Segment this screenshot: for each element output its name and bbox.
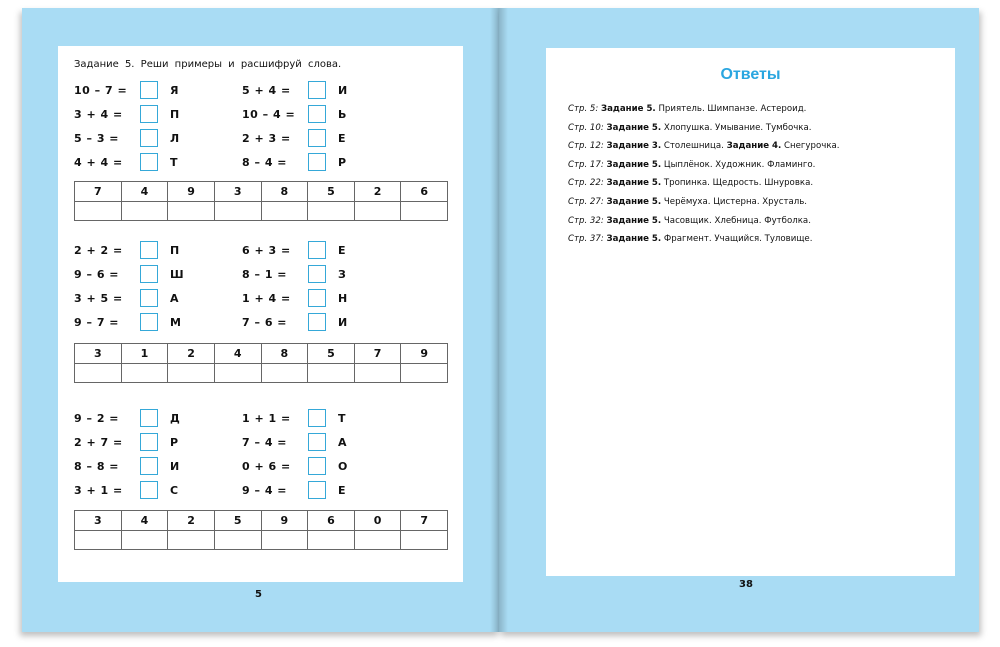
expression: 8 – 4 = bbox=[242, 155, 288, 169]
letter-cell[interactable] bbox=[75, 531, 122, 550]
exercise-row bbox=[74, 126, 190, 150]
letter-cell[interactable] bbox=[168, 364, 215, 383]
letter-cell[interactable] bbox=[261, 531, 308, 550]
expression: 5 – 3 = bbox=[74, 131, 120, 145]
cipher-letter: Я bbox=[170, 83, 179, 97]
answer-box[interactable] bbox=[140, 153, 158, 171]
cipher-letter: З bbox=[338, 267, 346, 281]
code-number: 9 bbox=[401, 344, 448, 364]
answer-item bbox=[568, 123, 840, 142]
code-number: 2 bbox=[354, 182, 401, 202]
cipher-letter: И bbox=[338, 315, 348, 329]
answer-box[interactable] bbox=[140, 481, 158, 499]
expression: 9 – 7 = bbox=[74, 315, 120, 329]
answer-page-ref: Стр. 22: bbox=[568, 178, 604, 189]
exercise-row bbox=[74, 238, 190, 262]
exercise-row bbox=[74, 406, 190, 430]
expression: 9 – 4 = bbox=[242, 483, 288, 497]
exercise-row bbox=[74, 454, 190, 478]
exercise-row bbox=[242, 286, 358, 310]
exercise-row bbox=[74, 478, 190, 502]
cipher-letter: Д bbox=[170, 411, 180, 425]
answer-words: Черёмуха. Цистерна. Хрусталь. bbox=[663, 196, 808, 207]
expression: 7 – 4 = bbox=[242, 435, 288, 449]
answer-box[interactable] bbox=[140, 433, 158, 451]
exercise-row bbox=[74, 78, 190, 102]
answer-task-label: Задание 5. bbox=[606, 215, 662, 226]
cipher-letter: Е bbox=[338, 243, 346, 257]
cipher-letter: Р bbox=[170, 435, 179, 449]
exercise-row bbox=[74, 262, 190, 286]
expression: 8 – 1 = bbox=[242, 267, 288, 281]
answer-item bbox=[568, 216, 840, 235]
expression: 9 – 2 = bbox=[74, 411, 120, 425]
answer-words: Столешница. bbox=[663, 141, 724, 152]
exercise-row bbox=[242, 102, 358, 126]
answer-box[interactable] bbox=[140, 289, 158, 307]
book-spine bbox=[490, 8, 508, 632]
answer-page-ref: Стр. 5: bbox=[568, 104, 599, 114]
exercise-row bbox=[242, 406, 358, 430]
expression: 10 – 7 = bbox=[74, 83, 128, 97]
answer-page-ref: Стр. 10: bbox=[568, 122, 604, 133]
answer-box[interactable] bbox=[140, 313, 158, 331]
cipher-letter: Н bbox=[338, 291, 348, 305]
answer-box[interactable] bbox=[308, 153, 326, 171]
cipher-grid bbox=[74, 181, 448, 221]
answer-page-ref: Стр. 37: bbox=[568, 234, 604, 245]
code-number: 3 bbox=[75, 344, 122, 364]
answer-box[interactable] bbox=[308, 289, 326, 307]
exercise-row bbox=[242, 430, 358, 454]
code-number: 7 bbox=[75, 182, 122, 202]
answer-box[interactable] bbox=[140, 81, 158, 99]
cipher-grid bbox=[74, 510, 448, 550]
expression: 8 – 8 = bbox=[74, 459, 120, 473]
expression: 5 + 4 = bbox=[242, 83, 291, 97]
expression: 2 + 2 = bbox=[74, 243, 123, 257]
exercise-row bbox=[242, 238, 358, 262]
expression: 3 + 5 = bbox=[74, 291, 123, 305]
answer-words: Фрагмент. Учащийся. Туловище. bbox=[663, 234, 813, 245]
exercise-row bbox=[242, 78, 358, 102]
cipher-letter: С bbox=[170, 483, 179, 497]
cipher-grid bbox=[74, 343, 448, 383]
answer-item bbox=[568, 141, 840, 160]
cipher-letter: О bbox=[338, 459, 348, 473]
cipher-letter: П bbox=[170, 107, 180, 121]
cipher-letter: Ш bbox=[170, 267, 184, 281]
cipher-letter: П bbox=[170, 243, 180, 257]
answers-list bbox=[568, 104, 840, 253]
exercise-column-right bbox=[242, 78, 358, 174]
answer-page-ref: Стр. 27: bbox=[568, 196, 604, 207]
exercise-row bbox=[242, 478, 358, 502]
letter-cell[interactable] bbox=[121, 531, 168, 550]
answer-box[interactable] bbox=[308, 265, 326, 283]
answer-item bbox=[568, 160, 840, 179]
answer-task-label: Задание 5. bbox=[606, 122, 662, 133]
answer-box[interactable] bbox=[308, 129, 326, 147]
answer-task-label: Задание 5. bbox=[606, 178, 662, 189]
cipher-letter: Ь bbox=[338, 107, 347, 121]
code-number: 1 bbox=[121, 344, 168, 364]
cipher-letter: А bbox=[170, 291, 179, 305]
code-number: 6 bbox=[401, 182, 448, 202]
letter-cell[interactable] bbox=[261, 202, 308, 221]
code-number: 6 bbox=[308, 511, 355, 531]
exercise-row bbox=[74, 102, 190, 126]
exercise-column-right bbox=[242, 238, 358, 334]
answer-box[interactable] bbox=[308, 105, 326, 123]
answer-page-ref: Стр. 12: bbox=[568, 141, 604, 152]
left-page bbox=[22, 8, 500, 632]
answer-item bbox=[568, 104, 840, 123]
exercise-column-left bbox=[74, 78, 190, 174]
cipher-letter: Р bbox=[338, 155, 347, 169]
answer-box[interactable] bbox=[308, 433, 326, 451]
answer-box[interactable] bbox=[308, 81, 326, 99]
answer-box[interactable] bbox=[308, 481, 326, 499]
cipher-letter: Л bbox=[170, 131, 180, 145]
code-number: 4 bbox=[214, 344, 261, 364]
letter-cell[interactable] bbox=[75, 364, 122, 383]
task-title: Задание 5. Реши примеры и расшифруй слова. bbox=[74, 59, 342, 70]
exercise-row bbox=[74, 150, 190, 174]
letter-cell[interactable] bbox=[308, 364, 355, 383]
expression: 6 + 3 = bbox=[242, 243, 291, 257]
right-page bbox=[499, 8, 979, 632]
exercise-row bbox=[242, 150, 358, 174]
code-number: 2 bbox=[168, 344, 215, 364]
letter-cell[interactable] bbox=[261, 364, 308, 383]
letter-cell[interactable] bbox=[121, 202, 168, 221]
answer-box[interactable] bbox=[140, 265, 158, 283]
expression: 1 + 1 = bbox=[242, 411, 291, 425]
answer-box[interactable] bbox=[308, 409, 326, 427]
answer-item bbox=[568, 197, 840, 216]
code-number: 5 bbox=[308, 182, 355, 202]
exercise-row bbox=[74, 310, 190, 334]
letter-cell[interactable] bbox=[168, 202, 215, 221]
letter-cell[interactable] bbox=[168, 531, 215, 550]
cipher-letter: Е bbox=[338, 131, 346, 145]
code-number: 5 bbox=[308, 344, 355, 364]
letter-cell[interactable] bbox=[354, 364, 401, 383]
cipher-letter: Е bbox=[338, 483, 346, 497]
letter-cell[interactable] bbox=[214, 202, 261, 221]
cipher-letter: И bbox=[170, 459, 180, 473]
expression: 10 – 4 = bbox=[242, 107, 296, 121]
expression: 2 + 3 = bbox=[242, 131, 291, 145]
expression: 0 + 6 = bbox=[242, 459, 291, 473]
answer-task-label-2: Задание 4. bbox=[726, 141, 782, 152]
letter-cell[interactable] bbox=[214, 531, 261, 550]
exercise-row bbox=[74, 286, 190, 310]
answer-box[interactable] bbox=[140, 105, 158, 123]
answer-box[interactable] bbox=[140, 129, 158, 147]
answer-task-label: Задание 5. bbox=[606, 234, 662, 245]
letter-cell[interactable] bbox=[121, 364, 168, 383]
answer-words: Приятель. Шимпанзе. Астероид. bbox=[658, 104, 807, 114]
answer-page-ref: Стр. 17: bbox=[568, 159, 604, 170]
code-number: 9 bbox=[261, 511, 308, 531]
expression: 7 – 6 = bbox=[242, 315, 288, 329]
letter-cell[interactable] bbox=[308, 531, 355, 550]
expression: 3 + 4 = bbox=[74, 107, 123, 121]
answer-task-label: Задание 5. bbox=[606, 196, 662, 207]
letter-cell[interactable] bbox=[214, 364, 261, 383]
code-number: 4 bbox=[121, 511, 168, 531]
page-number: 5 bbox=[255, 589, 262, 600]
code-number: 8 bbox=[261, 344, 308, 364]
answer-words: Тропинка. Щедрость. Шнуровка. bbox=[663, 178, 814, 189]
answer-box[interactable] bbox=[140, 409, 158, 427]
exercise-row bbox=[74, 430, 190, 454]
answer-item bbox=[568, 234, 840, 253]
worksheet bbox=[58, 46, 463, 582]
answer-item bbox=[568, 178, 840, 197]
exercise-column-left bbox=[74, 406, 190, 502]
letter-cell[interactable] bbox=[75, 202, 122, 221]
answers-title: Ответы bbox=[720, 66, 781, 83]
expression: 3 + 1 = bbox=[74, 483, 123, 497]
answer-words: Часовщик. Хлебница. Футболка. bbox=[663, 215, 811, 226]
expression: 9 – 6 = bbox=[74, 267, 120, 281]
answer-task-label: Задание 5. bbox=[606, 159, 662, 170]
exercise-row bbox=[242, 310, 358, 334]
cipher-letter: А bbox=[338, 435, 347, 449]
answer-task-label: Задание 5. bbox=[601, 104, 656, 114]
answer-box[interactable] bbox=[140, 241, 158, 259]
expression: 2 + 7 = bbox=[74, 435, 123, 449]
exercise-column-left bbox=[74, 238, 190, 334]
code-number: 8 bbox=[261, 182, 308, 202]
answer-page-ref: Стр. 32: bbox=[568, 215, 604, 226]
answer-box[interactable] bbox=[308, 457, 326, 475]
exercise-row bbox=[242, 454, 358, 478]
code-number: 5 bbox=[214, 511, 261, 531]
code-number: 4 bbox=[121, 182, 168, 202]
code-number: 7 bbox=[354, 344, 401, 364]
cipher-letter: Т bbox=[170, 155, 178, 169]
code-number: 7 bbox=[401, 511, 448, 531]
code-number: 3 bbox=[75, 511, 122, 531]
answer-box[interactable] bbox=[308, 241, 326, 259]
code-number: 3 bbox=[214, 182, 261, 202]
page-number: 38 bbox=[739, 579, 753, 590]
cipher-letter: И bbox=[338, 83, 348, 97]
exercise-row bbox=[242, 126, 358, 150]
cipher-letter: Т bbox=[338, 411, 346, 425]
answers-sheet bbox=[546, 48, 955, 576]
exercise-row bbox=[242, 262, 358, 286]
answer-box[interactable] bbox=[140, 457, 158, 475]
code-number: 9 bbox=[168, 182, 215, 202]
exercise-column-right bbox=[242, 406, 358, 502]
expression: 1 + 4 = bbox=[242, 291, 291, 305]
code-number: 2 bbox=[168, 511, 215, 531]
expression: 4 + 4 = bbox=[74, 155, 123, 169]
answer-box[interactable] bbox=[308, 313, 326, 331]
answer-words: Цыплёнок. Художник. Фламинго. bbox=[663, 159, 816, 170]
letter-cell[interactable] bbox=[308, 202, 355, 221]
letter-cell[interactable] bbox=[401, 531, 448, 550]
letter-cell[interactable] bbox=[401, 202, 448, 221]
answer-task-label: Задание 3. bbox=[606, 141, 662, 152]
letter-cell[interactable] bbox=[354, 531, 401, 550]
code-number: 0 bbox=[354, 511, 401, 531]
cipher-letter: М bbox=[170, 315, 181, 329]
letter-cell[interactable] bbox=[354, 202, 401, 221]
letter-cell[interactable] bbox=[401, 364, 448, 383]
answer-words-2: Снегурочка. bbox=[784, 141, 840, 152]
answer-words: Хлопушка. Умывание. Тумбочка. bbox=[663, 122, 812, 133]
